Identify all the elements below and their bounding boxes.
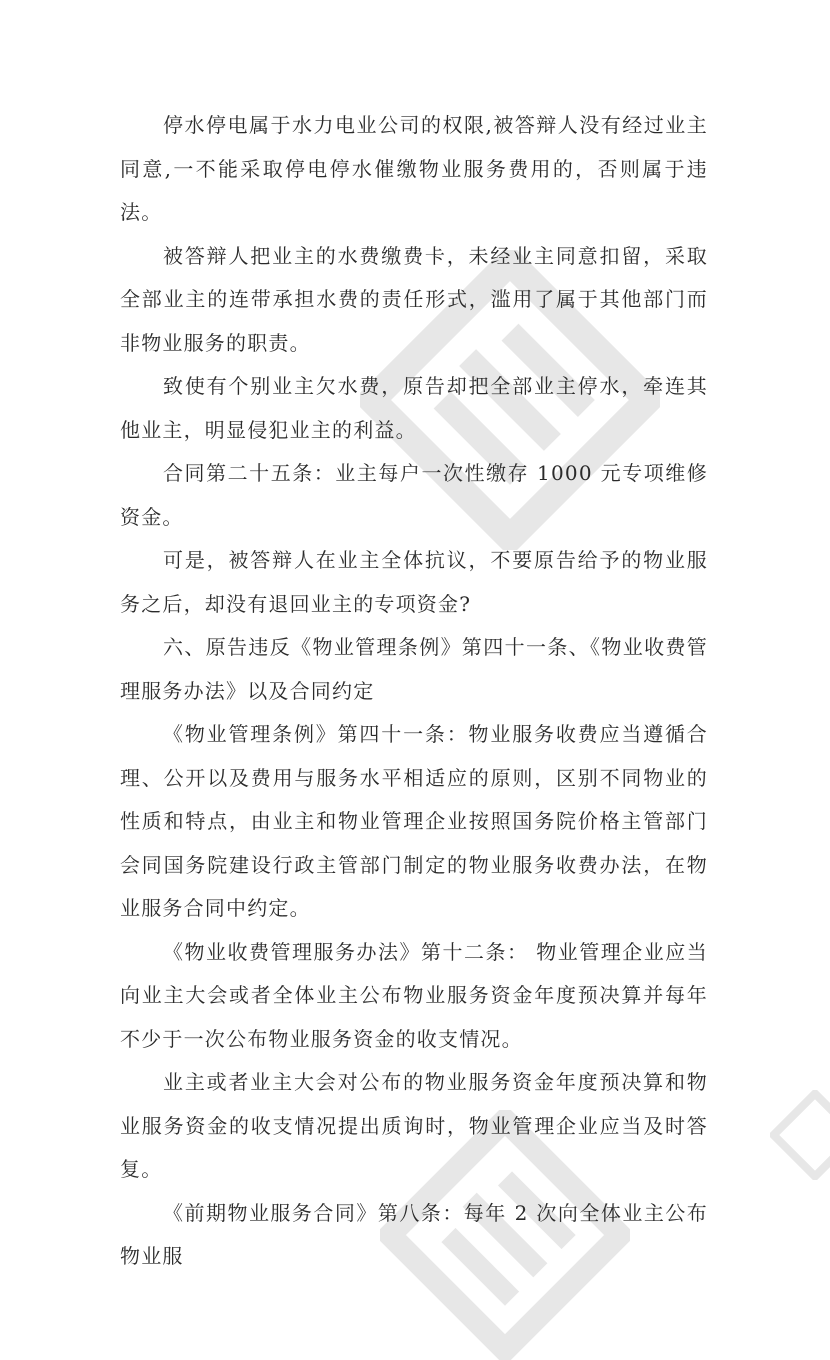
- section-heading: 六、原告违反《物业管理条例》第四十一条、《物业收费管理服务办法》以及合同约定: [120, 635, 708, 703]
- paragraph: 可是，被答辩人在业主全体抗议，不要原告给予的物业服务之后，却没有退回业主的专项资金?: [120, 548, 708, 616]
- paragraph: 《物业管理条例》第四十一条：物业服务收费应当遵循合理、公开以及费用与服务水平相适应的原则，区别不同物业的性质和特点，由业主和物业管理企业按照国务院价格主管部门会同国务院建设行政主管部门制定的物业服务收费办法，在物业服务合同中约定。: [120, 722, 708, 920]
- paragraph: 业主或者业主大会对公布的物业服务资金年度预决算和物业服务资金的收支情况提出质询时，物业管理企业应当及时答复。: [120, 1070, 708, 1181]
- paragraph: 《前期物业服务合同》第八条：每年 2 次向全体业主公布物业服: [120, 1200, 708, 1268]
- watermark-logo-icon: [770, 1090, 830, 1180]
- paragraph: 停水停电属于水力电业公司的权限,被答辩人没有经过业主同意,一不能采取停电停水催缴物业服务费用的，否则属于违法。: [120, 113, 708, 224]
- paragraph: 被答辩人把业主的水费缴费卡，未经业主同意扣留，采取全部业主的连带承担水费的责任形式，滥用了属于其他部门而非物业服务的职责。: [120, 243, 708, 355]
- paragraph: 合同第二十五条：业主每户一次性缴存 1000 元专项维修资金。: [120, 461, 708, 529]
- paragraph: 致使有个别业主欠水费，原告却把全部业主停水，牵连其他业主，明显侵犯业主的利益。: [120, 374, 708, 442]
- paragraph: 《物业收费管理服务办法》第十二条： 物业管理企业应当向业主大会或者全体业主公布物业服务资金年度预决算并每年不少于一次公布物业服务资金的收支情况。: [120, 939, 708, 1051]
- document-body: [120, 104, 708, 1279]
